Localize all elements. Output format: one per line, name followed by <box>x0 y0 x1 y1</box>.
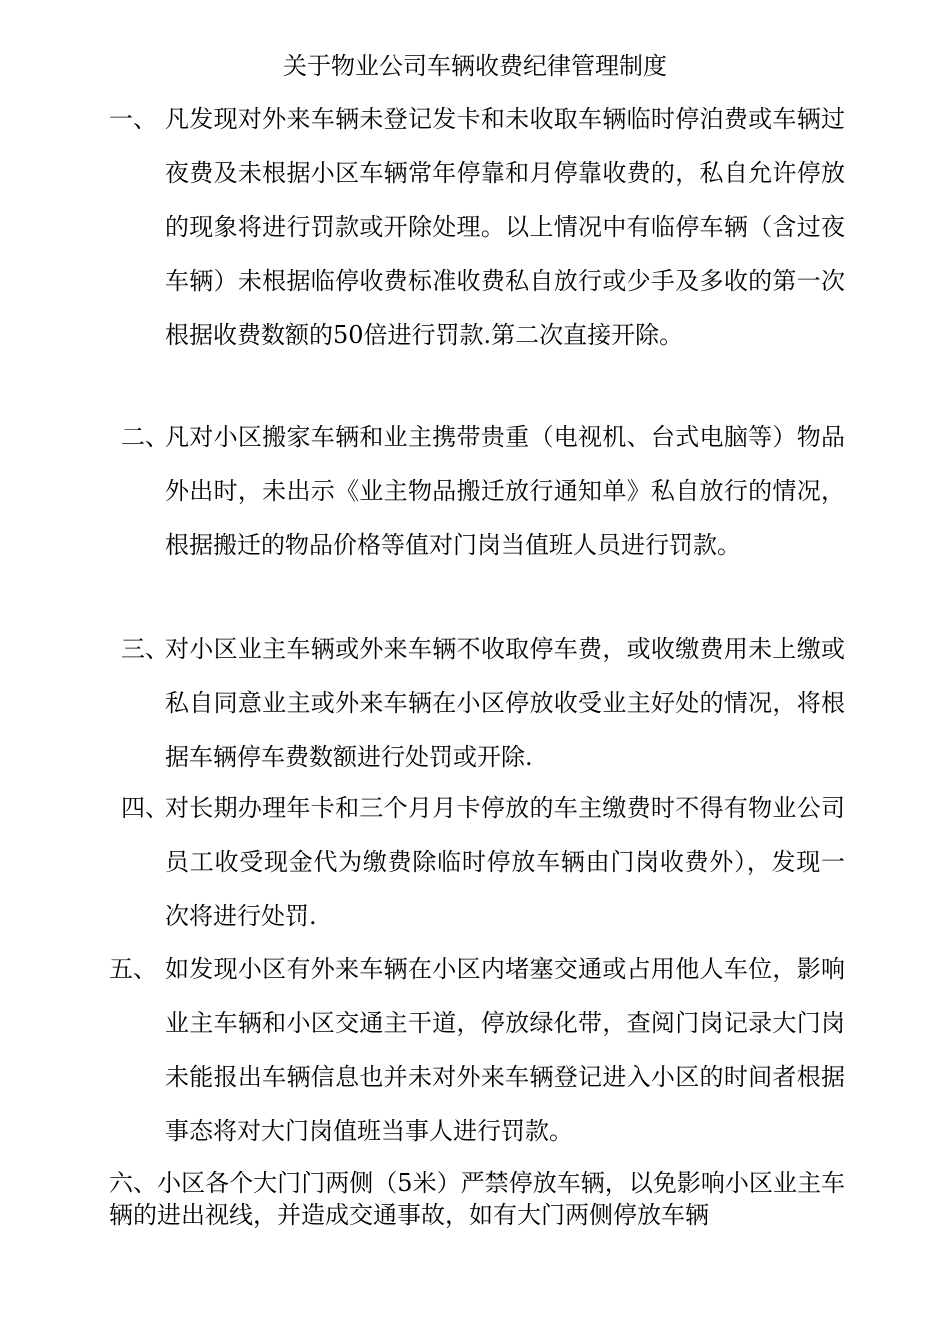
clause-6-number: 六、 <box>109 1169 158 1197</box>
clause-4-number: 四、 <box>121 794 169 822</box>
clause-5 <box>109 942 845 1158</box>
clause-2-text: 凡对小区搬家车辆和业主携带贵重（电视机、台式电脑等）物品外出时，未出示《业主物品搬迁放行通知单》私自放行的情况，根据搬迁的物品价格等值对门岗当值班人员进行罚款。 <box>165 423 845 559</box>
clause-4 <box>121 781 845 943</box>
clause-2-number: 二、 <box>121 423 169 451</box>
clause-1-number: 一、 <box>109 105 157 133</box>
clause-5-number: 五、 <box>109 955 157 983</box>
clause-1 <box>109 92 845 362</box>
clause-2 <box>121 410 845 572</box>
clause-6-body: 小区各个大门门两侧（5米）严禁停放车辆，以免影响小区业主车辆的进出视线，并造成交通事故，如有大门两侧停放车辆 <box>109 1169 846 1229</box>
clause-3 <box>121 622 845 784</box>
clause-3-text: 对小区业主车辆或外来车辆不收取停车费，或收缴费用未上缴或私自同意业主或外来车辆在小区停放收受业主好处的情况，将根据车辆停车费数额进行处罚或开除. <box>165 635 845 771</box>
clause-6 <box>109 1167 845 1231</box>
clause-6-text <box>109 1167 845 1231</box>
page-title: 关于物业公司车辆收费纪律管理制度 <box>283 52 667 80</box>
clause-5-text: 如发现小区有外来车辆在小区内堵塞交通或占用他人车位，影响业主车辆和小区交通主干道，停放绿化带，查阅门岗记录大门岗未能报出车辆信息也并未对外来车辆登记进入小区的时间者根据事态将对大门岗值班当事人进行罚款。 <box>165 955 845 1145</box>
clause-3-number: 三、 <box>121 635 169 663</box>
clause-4-text: 对长期办理年卡和三个月月卡停放的车主缴费时不得有物业公司员工收受现金代为缴费除临时停放车辆由门岗收费外），发现一次将进行处罚. <box>165 794 845 930</box>
clause-1-text: 凡发现对外来车辆未登记发卡和未收取车辆临时停泊费或车辆过夜费及未根据小区车辆常年停靠和月停靠收费的，私自允许停放的现象将进行罚款或开除处理。以上情况中有临停车辆（含过夜车辆）未根据临停收费标准收费私自放行或少手及多收的第一次根据收费数额的50倍进行罚款.第二次直接开除。 <box>165 105 845 349</box>
